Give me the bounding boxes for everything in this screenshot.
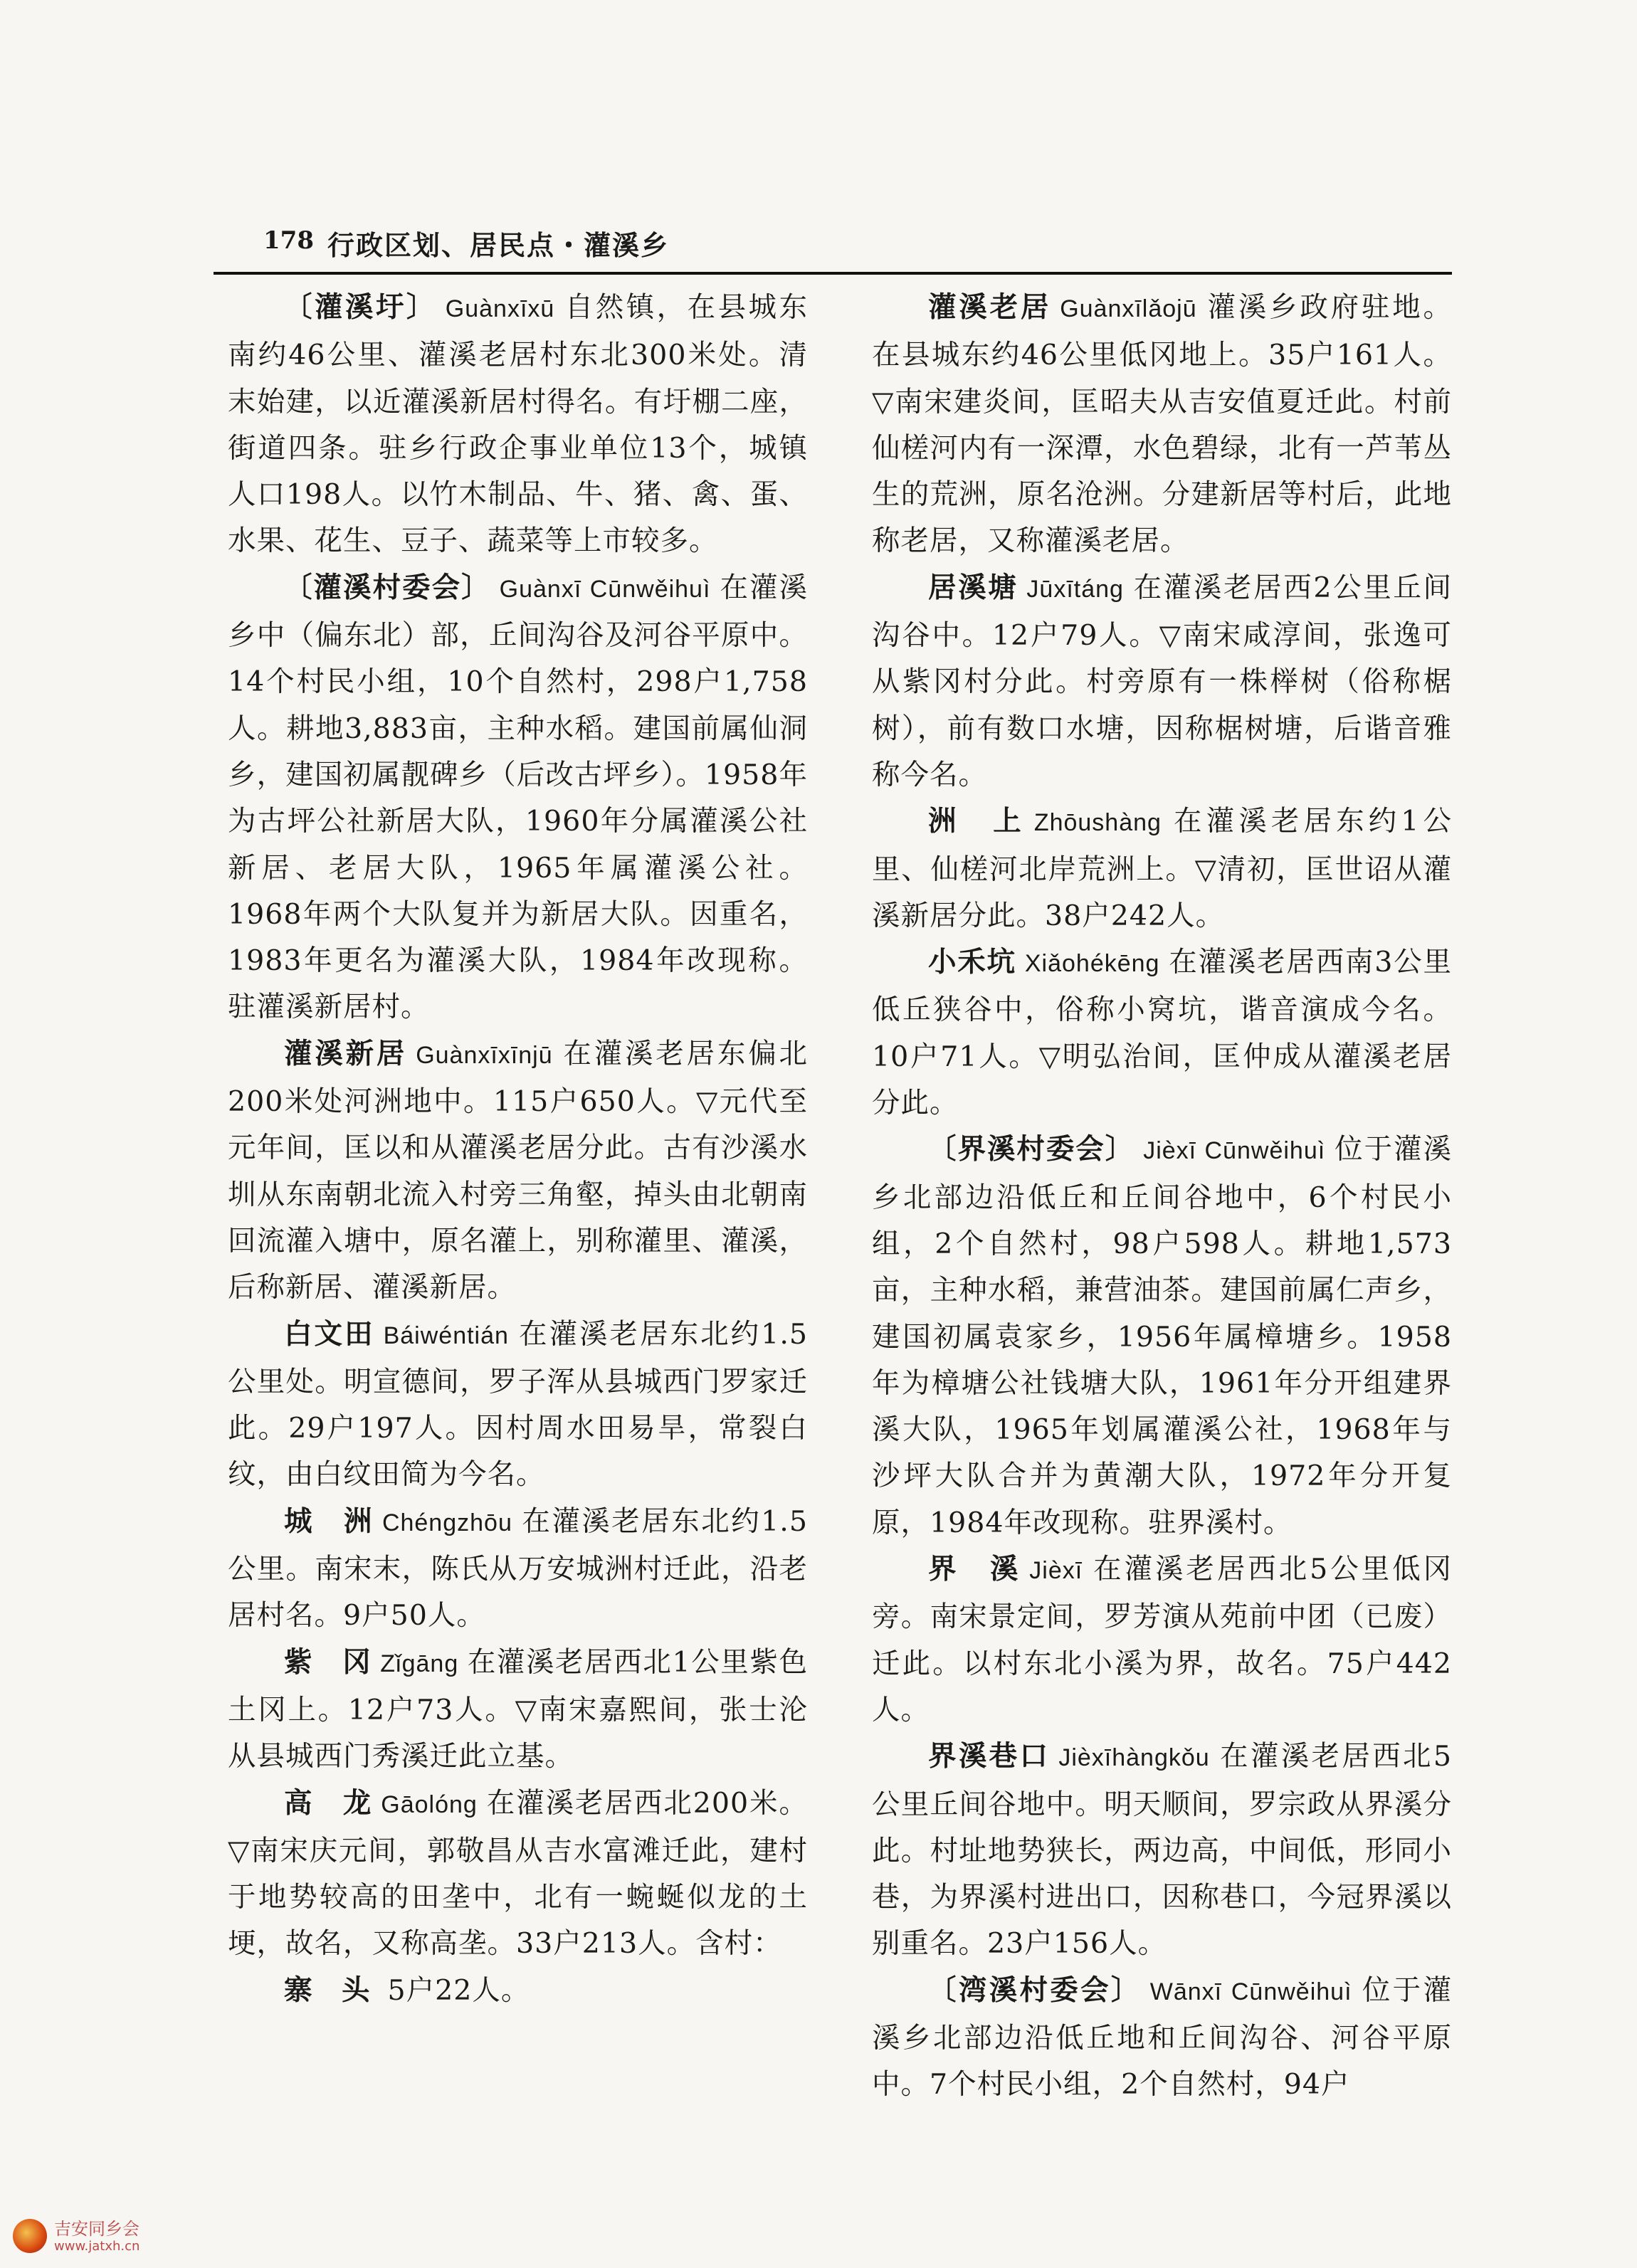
- entry-pinyin: Guànxīxīnjū: [416, 1041, 553, 1069]
- entry-text: 位于灌溪乡北部边沿低丘和丘间谷地中，6个村民小组，2个自然村，98户598人。耕地1,573亩，主种水稻，兼营油茶。建国前属仁声乡，建国初属袁家乡，1956年属樟塘乡。1958年为樟塘公社钱塘大队，1961年分开组建界溪大队，1965年划属灌溪公社，1968年与沙坪大队合并为黄潮大队，1972年分开复原，1984年改现称。驻界溪村。: [872, 1133, 1452, 1539]
- entry-head: 高 龙: [284, 1786, 373, 1820]
- right-column: [872, 285, 1452, 2163]
- entry-text: 在灌溪老居东约1公里、仙槎河北岸荒洲上。▽清初，匡世诏从灌溪新居分此。38户242人。: [872, 805, 1452, 932]
- page-header: [214, 213, 1452, 270]
- entry-jiexi-village-committee: [872, 1127, 1452, 1546]
- entry-head: 〔界溪村委会〕: [928, 1133, 1135, 1166]
- entry-head: 〔湾溪村委会〕: [928, 1973, 1142, 2007]
- entry-head: 灌溪老居: [928, 291, 1052, 324]
- entry-xiaohekeng: [872, 939, 1452, 1127]
- watermark: [9, 2213, 194, 2263]
- entry-head: 居溪塘: [928, 571, 1018, 604]
- entry-head: 〔灌溪村委会〕: [284, 571, 491, 604]
- entry-text: 在灌溪老居东偏北200米处河洲地中。115户650人。▽元代至元年间，匡以和从灌溪老居分此。古有沙溪水圳从东南朝北流入村旁三角壑，掉头由北朝南回流灌入塘中，原名灌上，别称灌里、灌溪，后称新居、灌溪新居。: [228, 1037, 808, 1304]
- entry-text: 在灌溪老居东北约1.5公里。南宋末，陈氏从万安城洲村迁此，沿老居村名。9户50人。: [228, 1504, 808, 1633]
- entry-guanxi-village-committee: [228, 565, 808, 1031]
- entry-jiexi-hangkou: [872, 1734, 1452, 1967]
- entry-jiexi: [872, 1546, 1452, 1734]
- entry-text: 在灌溪老居西北200米。▽南宋庆元间，郭敬昌从吉水富滩迁此，建村于地势较高的田垄中，北有一蜿蜒似龙的土埂，故名，又称高垄。33户213人。含村：: [228, 1786, 808, 1961]
- entry-baiwentian: [228, 1312, 808, 1499]
- entry-head: 城 洲: [284, 1504, 374, 1538]
- entry-pinyin: Wānxī Cūnwěihuì: [1149, 1978, 1352, 2005]
- entry-head: 紫 冈: [284, 1645, 372, 1679]
- entry-pinyin: Jièxī: [1029, 1557, 1083, 1585]
- entry-pinyin: Zǐgāng: [380, 1650, 459, 1677]
- entry-text: 在灌溪老居西南3公里低丘狭谷中，俗称小窝坑，谐音演成今名。10户71人。▽明弘治间，匡仲成从灌溪老居分此。: [872, 946, 1452, 1120]
- entry-zhoushang: [872, 798, 1452, 939]
- entry-text: 在灌溪老居西北5公里丘间谷地中。明天顺间，罗宗政从界溪分此。村址地势狭长，两边高，中间低，形同小巷，为界溪村进出口，因称巷口，今冠界溪以别重名。23户156人。: [872, 1740, 1452, 1961]
- watermark-name: 吉安同乡会: [54, 2219, 140, 2239]
- watermark-url: www.jatxh.cn: [54, 2239, 140, 2254]
- entry-zigang: [228, 1640, 808, 1781]
- running-title: 行政区划、居民点・灌溪乡: [327, 229, 670, 261]
- entry-text: 在灌溪乡中（偏东北）部，丘间沟谷及河谷平原中。14个村民小组，10个自然村，298户1,758人。耕地3,883亩，主种水稻。建国前属仙洞乡，建国初属靓碑乡（后改古坪乡）。1958年为古坪公社新居大队，1960年分属灌溪公社新居、老居大队，1965年属灌溪公社。1968年两个大队复并为新居大队。因重名，1983年更名为灌溪大队，1984年改现称。驻灌溪新居村。: [228, 571, 808, 1024]
- entry-gaolong: [228, 1781, 808, 1968]
- entry-pinyin: Jièxīhàngkǒu: [1058, 1744, 1210, 1772]
- entry-pinyin: Jūxītáng: [1026, 575, 1124, 603]
- entry-pinyin: Chéngzhōu: [381, 1509, 512, 1536]
- page-number: 178: [263, 226, 314, 255]
- entry-head: 灌溪新居: [284, 1037, 408, 1070]
- entry-pinyin: Guànxīlǎojū: [1060, 295, 1197, 322]
- entry-wanxi-village-committee: [872, 1968, 1452, 2109]
- entry-pinyin: Báiwéntián: [383, 1322, 509, 1349]
- entry-pinyin: Zhōushàng: [1033, 809, 1162, 837]
- entry-text: 在灌溪老居西北5公里低冈旁。南宋景定间，罗芳演从苑前中团（已废）迁此。以村东北小溪为界，故名。75户442人。: [872, 1553, 1452, 1726]
- entry-text: 5户22人。: [387, 1973, 530, 2007]
- entry-pinyin: Jièxī Cūnwěihuì: [1143, 1137, 1326, 1165]
- entry-text: 在灌溪老居东北约1.5公里处。明宣德间，罗子浑从县城西门罗家迁此。29户197人。因村周水田易旱，常裂白纹，由白纹田简为今名。: [228, 1317, 808, 1492]
- entry-head: 洲 上: [928, 805, 1026, 838]
- entry-head: 寨 头: [284, 1973, 371, 2007]
- entry-text: 灌溪乡政府驻地。在县城东约46公里低冈地上。35户161人。▽南宋建炎间，匡昭夫从吉安值夏迁此。村前仙槎河内有一深潭，水色碧绿，北有一芦苇丛生的荒洲，原名沧洲。分建新居等村后，此地称老居，又称灌溪老居。: [872, 291, 1452, 558]
- entry-head: 界溪巷口: [928, 1740, 1051, 1773]
- entry-pinyin: Xiǎohékēng: [1024, 950, 1160, 978]
- entry-pinyin: Gāolóng: [381, 1790, 478, 1818]
- entry-text: 在灌溪老居西北1公里紫色土冈上。12户73人。▽南宋嘉熙间，张士沦从县城西门秀溪迁此立基。: [228, 1645, 808, 1773]
- left-column: [228, 285, 808, 2163]
- entry-pinyin: Guànxī Cūnwěihuì: [499, 575, 711, 603]
- entry-head: 〔灌溪圩〕: [284, 291, 437, 324]
- entry-text: 在灌溪老居西2公里丘间沟谷中。12户79人。▽南宋咸淳间，张逸可从紫冈村分此。村旁原有一株榉树（俗称椐树），前有数口水塘，因称椐树塘，后谐音雅称今名。: [872, 571, 1452, 791]
- entry-chengzhou: [228, 1499, 808, 1640]
- entry-text: 位于灌溪乡北部边沿低丘地和丘间沟谷、河谷平原中。7个村民小组，2个自然村，94户: [872, 1973, 1452, 2101]
- entry-guanxi-laoju: [872, 285, 1452, 565]
- entry-pinyin: Guànxīxū: [445, 295, 555, 322]
- entry-zhaitou: [228, 1968, 808, 2015]
- entry-guanxi-xinju: [228, 1031, 808, 1312]
- header-rule: [214, 272, 1452, 275]
- entry-head: 小禾坑: [928, 946, 1016, 979]
- entry-guanxi-xu: [228, 285, 808, 565]
- entry-head: 白文田: [284, 1317, 375, 1351]
- watermark-logo-icon: [13, 2219, 47, 2253]
- entry-head: 界 溪: [928, 1553, 1021, 1586]
- entry-juxitang: [872, 565, 1452, 798]
- entry-text: 自然镇，在县城东南约46公里、灌溪老居村东北300米处。清末始建，以近灌溪新居村得名。有圩棚二座，街道四条。驻乡行政企事业单位13个，城镇人口198人。以竹木制品、牛、猪、禽、蛋、水果、花生、豆子、蔬菜等上市较多。: [228, 291, 808, 558]
